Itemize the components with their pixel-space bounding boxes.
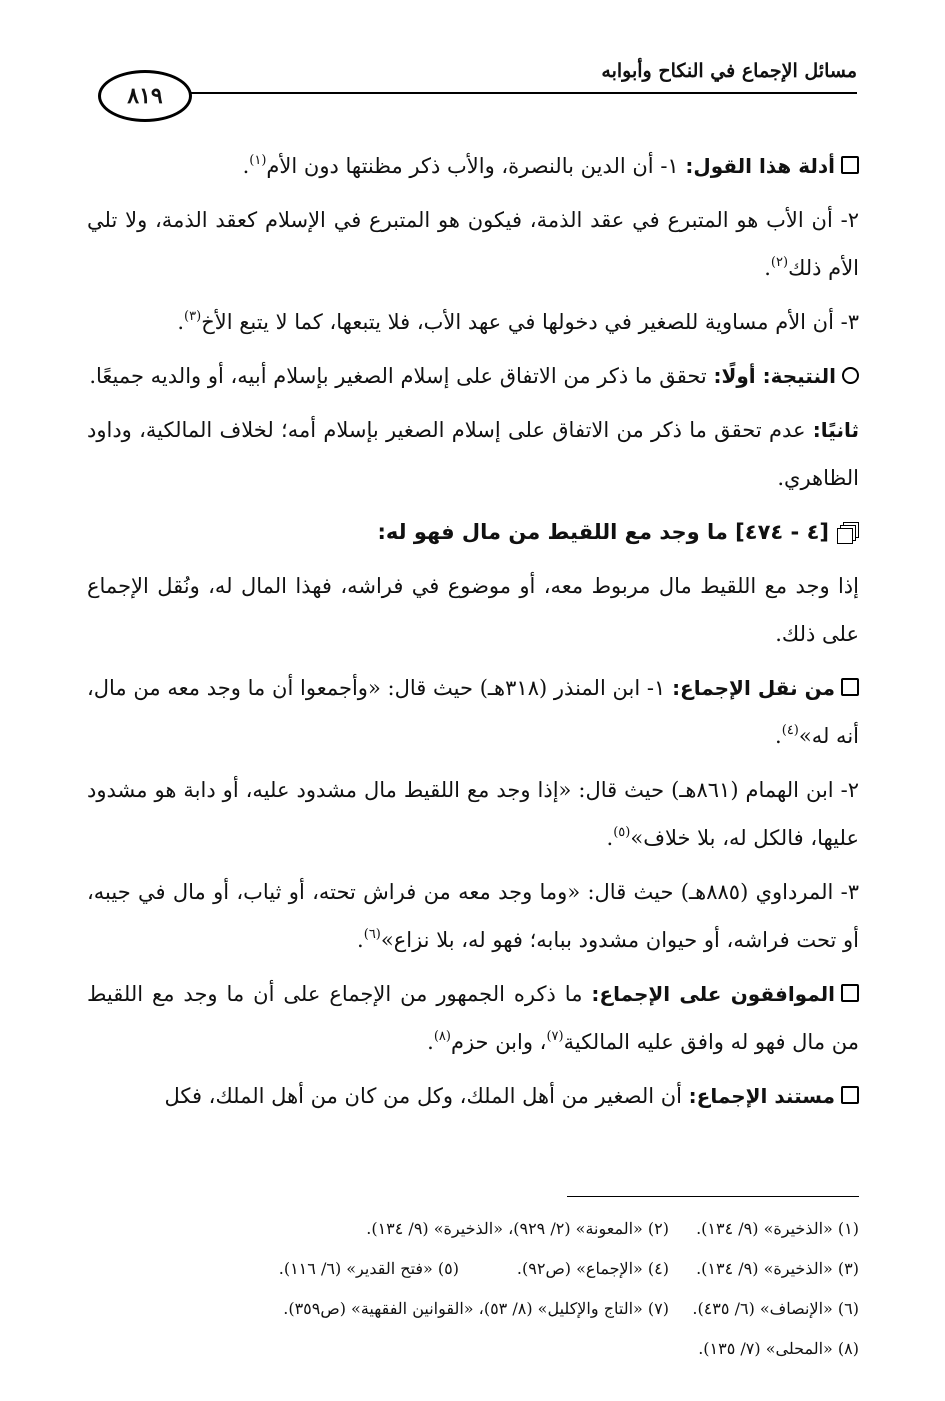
section-heading-text: [٤ - ٤٧٤] ما وجد مع اللقيط من مال فهو له:	[377, 520, 829, 544]
footnote-8: (٨) «المحلى» (٧/ ١٣٥).	[698, 1338, 859, 1358]
text-intro: إذا وجد مع اللقيط مال مربوط معه، أو موضوع في فراشه، فهذا المال له، ونُقل الإجماع على ذلك.	[87, 574, 859, 646]
square-bullet-icon	[841, 678, 859, 696]
footnote-3: (٣) «الذخيرة» (٩/ ١٣٤).	[696, 1258, 859, 1278]
label-transmitters: من نقل الإجماع:	[672, 676, 835, 700]
running-title: مسائل الإجماع في النكاح وأبوابه	[601, 60, 857, 82]
footnote-ref-7: (٧)	[546, 1029, 564, 1044]
footnote-ref-8: (٨)	[433, 1029, 451, 1044]
text-basis: أن الصغير من أهل الملك، وكل من كان من أهل الملك، فكل	[164, 1084, 689, 1108]
page-number-oval	[98, 70, 192, 122]
text-result-2: عدم تحقق ما ذكر من الاتفاق على إسلام الصغير بإسلام أمه؛ لخلاف المالكية، وداود الظاهري.	[87, 418, 859, 490]
footnote-ref-5: (٥)	[613, 825, 631, 840]
footnotes	[87, 1208, 859, 1368]
footnote-ref-2: (٢)	[770, 255, 789, 270]
footnote-ref-4: (٤)	[781, 723, 799, 738]
paragraph-result	[87, 352, 859, 400]
footnote-row	[87, 1328, 859, 1368]
label-first: أولًا:	[713, 364, 763, 388]
footnote-ref-3: (٣)	[184, 309, 202, 324]
footnote-row	[87, 1208, 859, 1248]
square-bullet-icon	[841, 1086, 859, 1104]
label-result: النتيجة:	[762, 364, 836, 388]
text-evidence-3: ٣- أن الأم مساوية للصغير في دخولها في عهد الأب، فلا يتبعها، كما لا يتبع الأخ	[201, 310, 859, 334]
footnote-4: (٤) «الإجماع» (ص٩٢).	[516, 1258, 669, 1278]
circle-bullet-icon	[842, 367, 859, 384]
paragraph-transmitter-3: ٣- المرداوي (٨٨٥هـ) حيث قال: «وما وجد معه من فراش تحته، أو ثياب، أو مال في جيبه، أو تحت فراشه، أو حيوان مشدود ببابه؛ فهو له، بلا نزاع»$^{(٦)}$.	[87, 880, 859, 952]
label-basis: مستند الإجماع:	[688, 1084, 835, 1108]
paragraph-evidence-2: ٢- أن الأب هو المتبرع في عقد الذمة، فيكون هو المتبرع في الإسلام كعقد الذمة، ولا تلي الأم ذلك$^{(٢)}$.	[87, 208, 859, 280]
footnote-7: (٧) «التاج والإكليل» (٨/ ٥٣)، «القوانين الفقهية» (ص٣٥٩).	[283, 1298, 669, 1318]
text-transmitter-3: ٣- المرداوي (٨٨٥هـ) حيث قال: «وما وجد معه من فراش تحته، أو ثياب، أو مال في جيبه، أو تحت فراشه، أو حيوان مشدود ببابه؛ فهو له، بلا نزاع»	[87, 880, 859, 952]
paragraph-agreeing: الموافقون على الإجماع: ما ذكره الجمهور من الإجماع على أن ما وجد مع اللقيط من مال فهو له وافق عليه المالكية$^{(٧)}$، وابن حزم$^{(٨)}$.	[87, 982, 859, 1054]
label-agreeing: الموافقون على الإجماع:	[591, 982, 835, 1006]
text-transmitter-1: ١- ابن المنذر (٣١٨هـ) حيث قال: «وأجمعوا أن ما وجد معه من مال، أنه له»	[87, 676, 859, 748]
label-evidence: أدلة هذا القول:	[685, 154, 835, 178]
paragraph-evidence-3: ٣- أن الأم مساوية للصغير في دخولها في عهد الأب، فلا يتبعها، كما لا يتبع الأخ$^{(٣)}$.	[177, 309, 859, 334]
footnote-ref-6: (٦)	[363, 927, 381, 942]
paragraph-transmitter-2: ٢- ابن الهمام (٨٦١هـ) حيث قال: «إذا وجد مع اللقيط مال مشدود عليه، أو دابة هو مشدود عليها، فالكل له، بلا خلاف»$^{(٥)}$.	[87, 778, 859, 850]
footnote-1: (١) «الذخيرة» (٩/ ١٣٤).	[696, 1218, 859, 1238]
square-bullet-icon	[841, 984, 859, 1002]
page-number: ٨١٩	[127, 83, 163, 109]
body-text	[87, 142, 859, 1126]
footnote-row	[87, 1288, 859, 1328]
paragraph-evidence: أدلة هذا القول: ١- أن الدين بالنصرة، والأب ذكر مظنتها دون الأم$^{(١)}$.	[87, 142, 859, 190]
footnote-2: (٢) «المعونة» (٢/ ٩٢٩)، «الذخيرة» (٩/ ١٣٤).	[366, 1218, 669, 1238]
footnote-rule	[567, 1196, 859, 1197]
header-rule	[150, 92, 857, 94]
section-heading	[87, 508, 859, 556]
footnote-6: (٦) «الإنصاف» (٦/ ٤٣٥).	[692, 1298, 859, 1318]
text-agreeing: ما ذكره الجمهور من الإجماع على أن ما وجد مع اللقيط من مال فهو له وافق عليه المالكية	[87, 982, 859, 1054]
footnote-row	[87, 1248, 859, 1288]
text-evidence-2: ٢- أن الأب هو المتبرع في عقد الذمة، فيكون هو المتبرع في الإسلام كعقد الذمة، ولا تلي الأم ذلك	[87, 208, 859, 280]
label-second: ثانيًا:	[812, 418, 859, 442]
square-bullet-icon	[841, 156, 859, 174]
footnote-ref-1: (١)	[249, 153, 267, 168]
paragraph-intro	[87, 562, 859, 658]
paragraph-result-2	[87, 406, 859, 502]
text-evidence-1: ١- أن الدين بالنصرة، والأب ذكر مظنتها دون الأم	[266, 154, 686, 178]
stacked-pages-icon	[839, 522, 859, 542]
paragraph-transmitters: من نقل الإجماع: ١- ابن المنذر (٣١٨هـ) حيث قال: «وأجمعوا أن ما وجد معه من مال، أنه له»$^{(٤)}$.	[87, 676, 859, 748]
text-transmitter-2: ٢- ابن الهمام (٨٦١هـ) حيث قال: «إذا وجد مع اللقيط مال مشدود عليه، أو دابة هو مشدود عليها، فالكل له، بلا خلاف»	[87, 778, 859, 850]
paragraph-basis	[87, 1072, 859, 1120]
text-result-1: تحقق ما ذكر من الاتفاق على إسلام الصغير بإسلام أبيه، أو والديه جميعًا.	[89, 364, 714, 388]
footnote-5: (٥) «فتح القدير» (٦/ ١١٦).	[278, 1258, 459, 1278]
